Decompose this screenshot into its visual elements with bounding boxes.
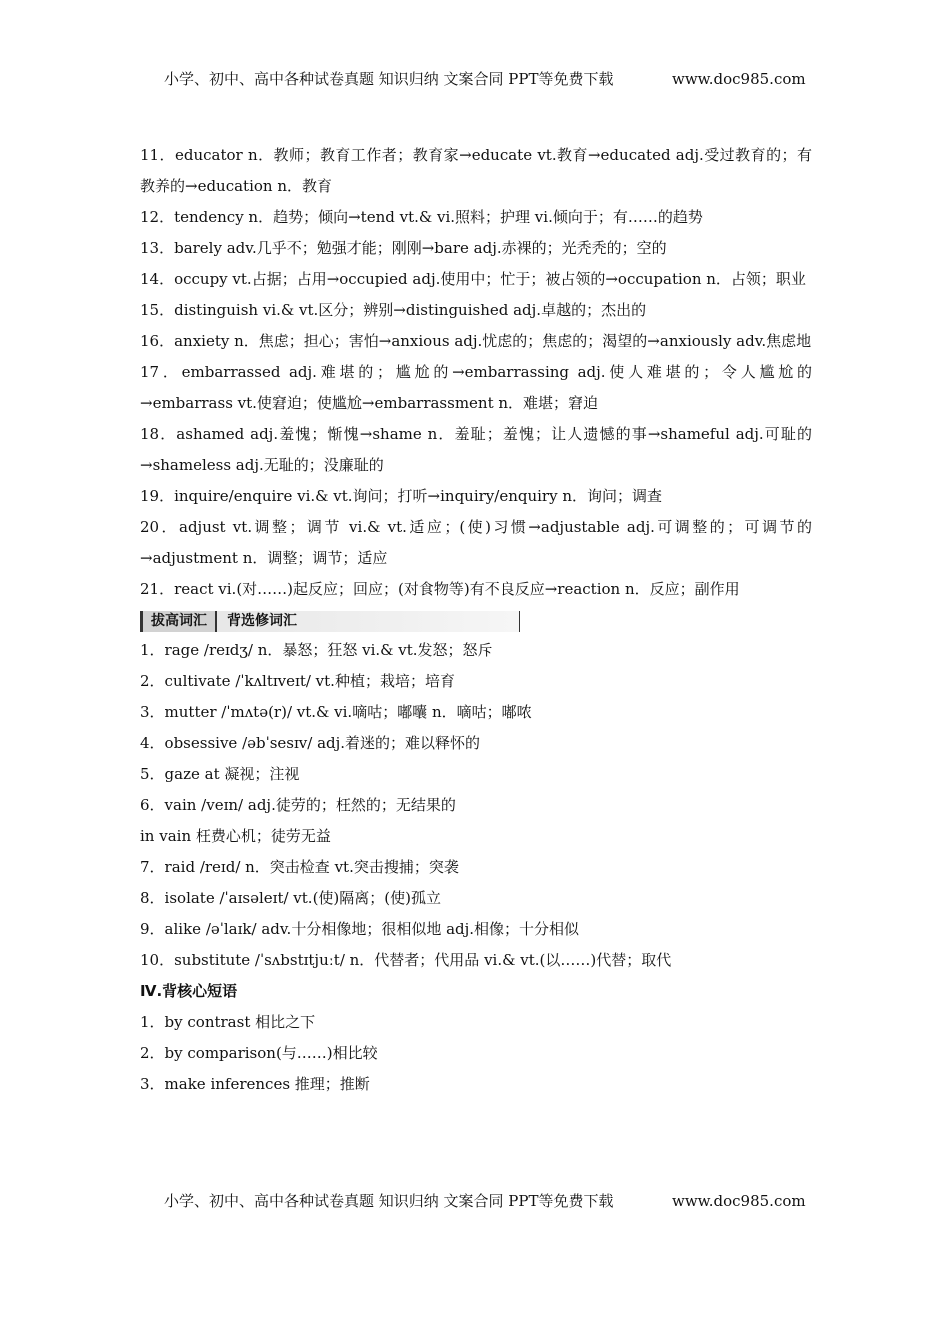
vocab-entry-17: 17．embarrassed adj.难堪的；尴尬的→embarrassing adj.使人难堪的；令人尴尬的→embarrass vt.使窘迫；使尴尬→embarrassment n．难堪；窘迫 [140,363,812,412]
adv-vocab-entry-8: 8．isolate /ˈaɪsəleɪt/ vt.(使)隔离；(使)孤立 [140,889,441,907]
vocab-entry-19: 19．inquire/enquire vi.& vt.询问；打听→inquiry/enquiry n．询问；调查 [140,487,663,505]
adv-vocab-entry-1: 1．rage /reɪdʒ/ n．暴怒；狂怒 vi.& vt.发怒；怒斥 [140,641,493,659]
phrases-heading: Ⅳ.背核心短语 [140,982,238,1000]
adv-vocab-entry-4: 4．obsessive /əbˈsesɪv/ adj.着迷的；难以释怀的 [140,734,481,752]
vocab-entry-13: 13．barely adv.几乎不；勉强才能；刚刚→bare adj.赤裸的；光秃秃的；空的 [140,239,667,257]
adv-vocab-entry-2: 2．cultivate /ˈkʌltɪveɪt/ vt.种植；栽培；培育 [140,672,455,690]
vocab-entry-16: 16．anxiety n．焦虑；担心；害怕→anxious adj.忧虑的；焦虑的；渴望的→anxiously adv.焦虑地 [140,332,812,350]
vocab-entry-20: 20．adjust vt.调整；调节 vi.& vt.适应；(使)习惯→adjustable adj.可调整的；可调节的→adjustment n．调整；调节；适应 [140,518,812,567]
vocab-entry-15: 15．distinguish vi.& vt.区分；辨别→distinguished adj.卓越的；杰出的 [140,301,647,319]
header-text: 小学、初中、高中各种试卷真题 知识归纳 文案合同 PPT等免费下载 [164,70,614,88]
vocab-entry-11: 11．educator n．教师；教育工作者；教育家→educate vt.教育→educated adj.受过教育的；有教养的→education n．教育 [140,146,812,195]
phrase-entry-1: 1．by contrast 相比之下 [140,1013,316,1031]
footer-text: 小学、初中、高中各种试卷真题 知识归纳 文案合同 PPT等免费下载 [164,1192,614,1210]
section-title: 背选修词汇 [227,613,297,629]
vocab-entry-12: 12．tendency n．趋势；倾向→tend vt.& vi.照料；护理 vi.倾向于；有……的趋势 [140,208,703,226]
vocab-entry-14: 14．occupy vt.占据；占用→occupied adj.使用中；忙于；被占领的→occupation n．占领；职业 [140,270,806,288]
vocab-entry-21: 21．react vi.(对……)起反应；回应；(对食物等)有不良反应→reaction n．反应；副作用 [140,580,740,598]
phrase-entry-2: 2．by comparison(与……)相比较 [140,1044,378,1062]
vocab-entry-18: 18．ashamed adj.羞愧；惭愧→shame n．羞耻；羞愧；让人遗憾的事→shameful adj.可耻的→shameless adj.无耻的；没廉耻的 [140,425,812,474]
adv-vocab-entry-10: 10．substitute /ˈsʌbstɪtjuːt/ n．代替者；代用品 vi.& vt.(以……)代替；取代 [140,951,672,969]
phrase-entry-3: 3．make inferences 推理；推断 [140,1075,370,1093]
adv-vocab-entry-9: 9．alike /əˈlaɪk/ adv.十分相像地；很相似地 adj.相像；十分相似 [140,920,580,938]
section-bar-advanced-vocab [140,611,520,632]
adv-vocab-entry-3: 3．mutter /ˈmʌtə(r)/ vt.& vi.嘀咕；嘟囔 n．嘀咕；嘟哝 [140,703,532,721]
vocab-content [140,140,812,1100]
adv-vocab-entry-5: 5．gaze at 凝视；注视 [140,765,300,783]
footer-url[interactable]: www.doc985.com [672,1192,806,1210]
adv-vocab-entry-6: 6．vain /veɪn/ adj.徒劳的；枉然的；无结果的 [140,796,456,814]
section-tag: 拔高词汇 [143,611,217,632]
adv-vocab-entry-6-phrase: in vain 枉费心机；徒劳无益 [140,827,331,845]
adv-vocab-entry-7: 7．raid /reɪd/ n．突击检查 vt.突击搜捕；突袭 [140,858,459,876]
header-url[interactable]: www.doc985.com [672,70,806,88]
